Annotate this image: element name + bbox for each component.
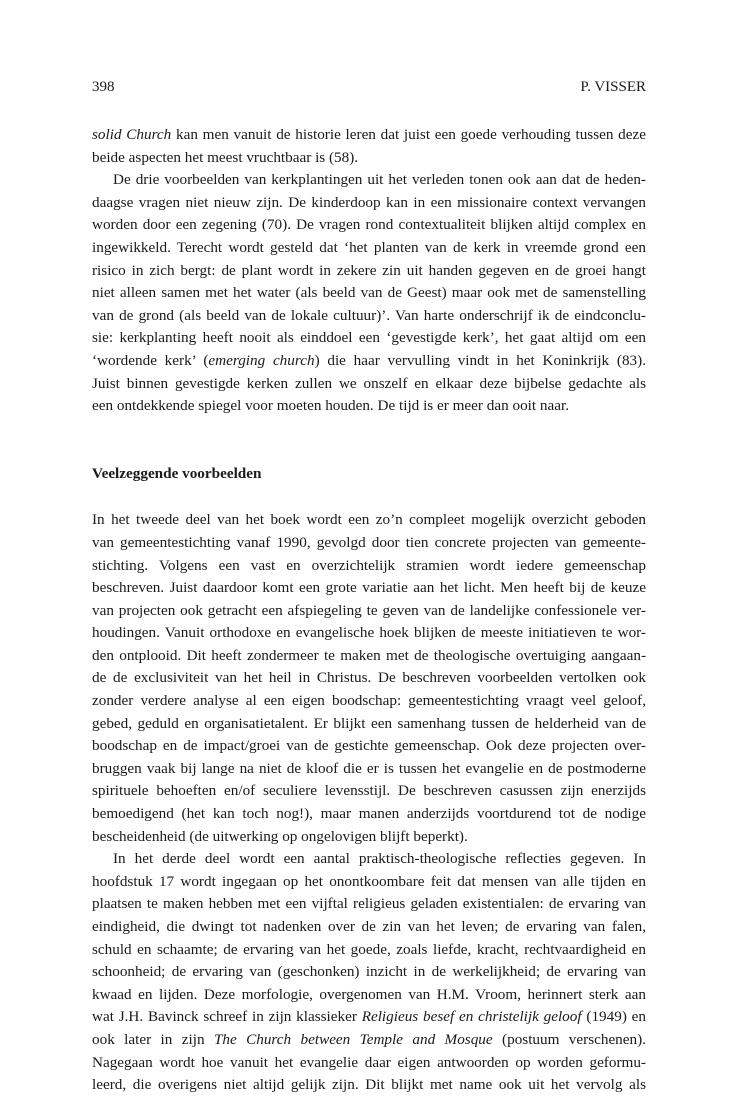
page-body [92,124,646,1097]
paragraph [92,124,646,169]
running-head: P. VISSER [580,79,646,95]
text-line: ingewikkeld. Terecht wordt gesteld dat ‘het planten van de kerk in vreemde grond een [92,238,646,256]
italic-title: solid Church [92,126,172,143]
text-line: zonder verdere analyse al een eigen boodschap: gemeentestichting vraagt veel geloof, [92,692,646,710]
text-line: van de grond (als beeld van de lokale cultuur)’. Van harte onderschrijf ik de eindconclu- [92,306,646,324]
text-line: niet alleen samen met het water (als beeld van de Geest) maar ook met de samenstelling [92,284,646,302]
text-line: beschreven. Juist daardoor komt een grote variatie aan het licht. Men heeft bij de keuze [92,579,646,597]
text-line: sie: kerkplanting heeft nooit als einddoel een ‘gevestigde kerk’, het gaat altijd om een [92,329,646,347]
text-line: een ontdekkende spiegel voor moeten houden. De tijd is er meer dan ooit naar. [92,397,569,415]
text-line: plaatsen te maken hebben met een vijftal religieus geladen existentialen: de ervaring van [92,895,646,913]
text-line: schoonheid; de ervaring van (geschonken) inzicht in de werkelijkheid; de ervaring van [92,963,646,981]
text-line: boodschap en de impact/groei van de gestichte gemeenschap. Ook deze projecten over- [92,737,646,755]
text-line: In het derde deel wordt een aantal praktisch-theologische reflecties gegeven. In [113,850,646,868]
text-line: spirituele behoeften en/of seculiere levensstijl. De beschreven casussen zijn enerzijds [92,782,646,800]
text-line: leerd, die overigens niet altijd gelijk zijn. Dit blijkt met name ook uit het vervolg als [92,1076,646,1094]
page-number: 398 [92,79,115,95]
paragraph [92,169,646,418]
text-line: beide aspecten het meest vruchtbaar is (58). [92,148,359,166]
text-line: houdingen. Vanuit orthodoxe en evangelische hoek blijken de meeste initiatieven te wor- [92,624,646,642]
text-line: stichting. Volgens een vast en overzichtelijk stramien wordt iedere gemeenschap [92,556,646,574]
text-line: den ontplooid. Dit heeft zondermeer te maken met de theologische overtuiging aangaan- [92,646,646,664]
text-line: kwaad en lijden. Deze morfologie, overgenomen van H.M. Vroom, herinnert sterk aan [92,985,646,1003]
italic-title: The Church between Temple and Mosque [213,1030,493,1048]
text-line: hoofdstuk 17 wordt ingegaan op het onontkoombare feit dat mensen van alle tijden en [92,872,646,890]
italic-title: Religieus besef en christelijk geloof [361,1008,582,1026]
text-line: risico in zich bergt: de plant wordt in zekere zin uit handen gegeven en de groei hangt [92,261,646,279]
section-heading: Veelzeggende voorbeelden [92,464,262,482]
text-line: van gemeentestichting vanaf 1990, gevolgd door tien concrete projecten van gemeente- [92,533,646,551]
text-line: ‘wordende kerk’ (emerging church) die haar vervulling vindt in het Koninkrijk (83). [92,351,646,369]
italic-term: emerging church [208,351,315,369]
text-line: De drie voorbeelden van kerkplantingen uit het verleden tonen ook aan dat de heden- [113,171,646,189]
text-line: wat J.H. Bavinck schreef in zijn klassieker Religieus besef en christelijk geloof (1949) en [92,1008,646,1026]
text-line: gebed, geduld en organisatietalent. Er blijkt een samenhang tussen de helderheid van de [92,714,646,732]
text-line: bruggen vaak bij lange na niet de kloof die er is tussen het evangelie en de postmoderne [92,759,646,777]
paragraph [92,509,646,848]
paragraph [92,848,646,1097]
text-line: daagse vragen niet nieuw zijn. De kinderdoop kan in een missionaire context vervangen [92,193,646,211]
page-header [92,77,646,97]
text-line: In het tweede deel van het boek wordt een zo’n compleet mogelijk overzicht geboden [92,511,646,529]
text-line: bemoedigend (het kan toch nog!), maar manen anderzijds voortdurend tot de nodige [92,805,646,823]
text-line: Nagegaan wordt hoe vanuit het evangelie daar eigen antwoorden op worden geformu- [92,1053,646,1071]
text-line: ook later in zijn The Church between Temple and Mosque (postuum verschenen). [92,1030,646,1048]
text-line: van projecten ook getracht een afspiegeling te geven van de landelijke confessionele ver- [92,601,646,619]
text-line: Juist binnen gevestigde kerken zullen we onszelf en elkaar deze bijbelse gedachte als [92,374,646,392]
text-line: bescheidenheid (de uitwerking op ongelovigen blijft beperkt). [92,827,468,845]
text-line: worden door een zegening (70). De vragen rond contextualiteit blijken altijd complex en [92,216,646,234]
text-line: solid Church kan men vanuit de historie leren dat juist een goede verhouding tussen deze [92,126,646,143]
text-line: eindigheid, die dwingt tot nadenken over de zin van het leven; de ervaring van falen, [92,918,646,935]
text-line: de de exclusiviteit van het heil in Christus. De beschreven voorbeelden vertolken ook [92,669,646,687]
text-line: schuld en schaamte; de ervaring van het goede, zoals liefde, kracht, rechtvaardigheid en [92,940,646,958]
